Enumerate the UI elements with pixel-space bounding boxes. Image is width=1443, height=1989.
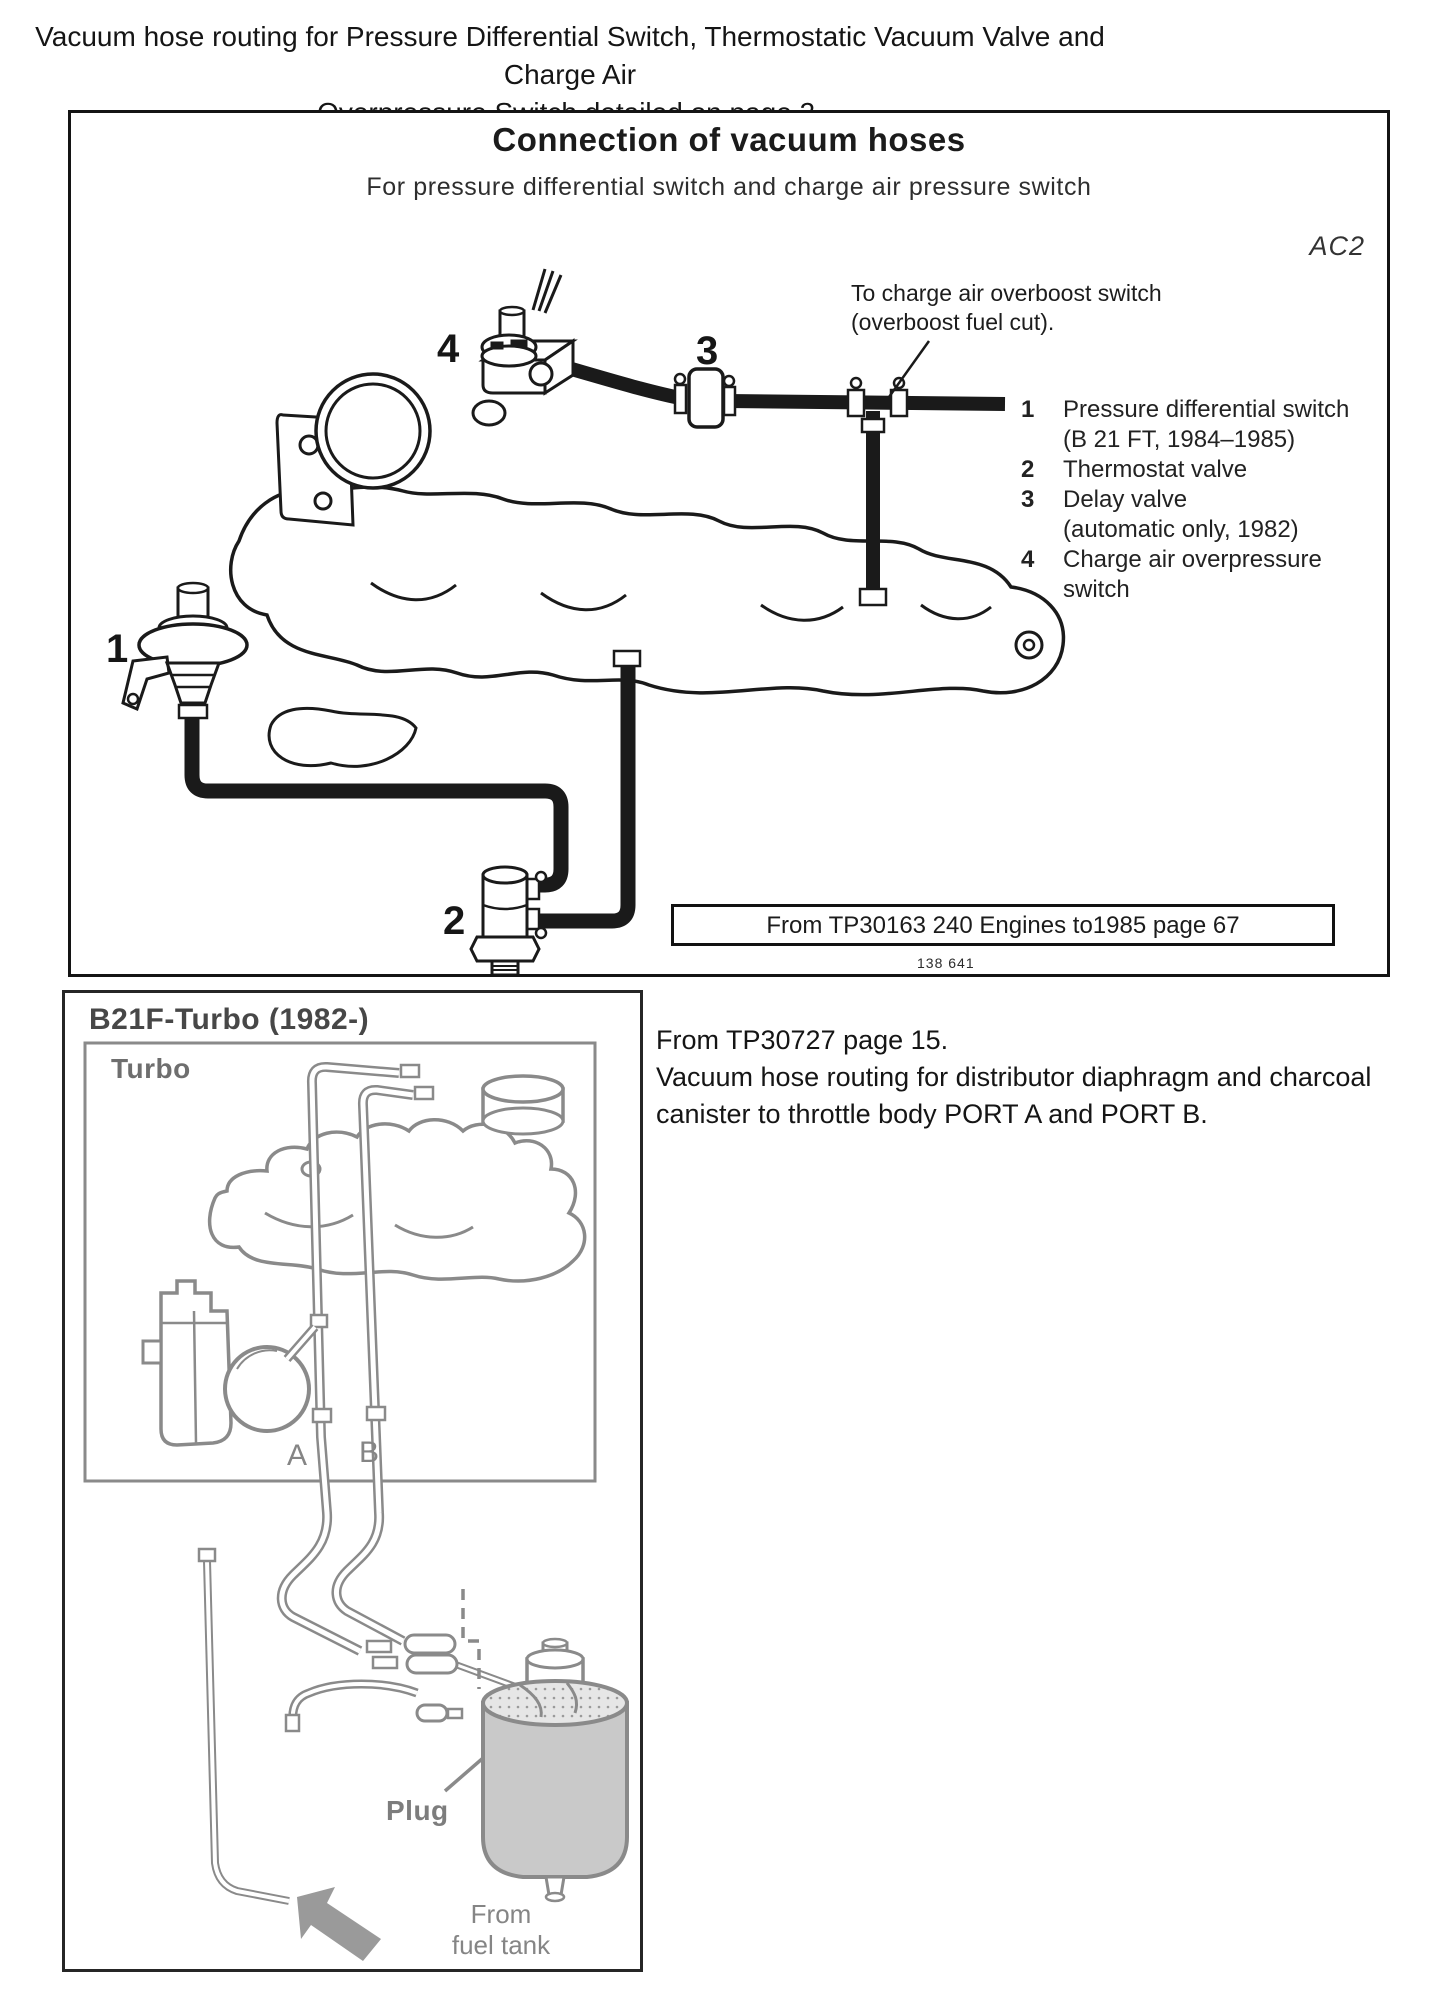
hose-switch4-to-valve3	[558, 365, 685, 399]
turbo-label: Turbo	[111, 1053, 191, 1084]
double-coupler-bottom	[407, 1655, 457, 1673]
legend-text: (automatic only, 1982)	[1063, 516, 1299, 543]
from-fuel-tank-label	[421, 1899, 581, 1961]
plug-label: Plug	[386, 1795, 449, 1826]
legend-text: Delay valve	[1063, 486, 1188, 513]
pressure-differential-switch	[123, 583, 247, 718]
legend-row	[1021, 575, 1371, 605]
overboost-annotation-line2: (overboost fuel cut).	[851, 309, 1055, 335]
legend-num	[1021, 515, 1063, 545]
side-note-line1: From TP30727 page 15.	[656, 1025, 949, 1055]
legend-num	[1021, 575, 1063, 605]
source-caption-box: From TP30163 240 Engines to1985 page 67	[671, 904, 1335, 946]
double-coupler-top	[405, 1635, 455, 1653]
legend-num: 2	[1021, 456, 1035, 483]
legend-text: (B 21 FT, 1984–1985)	[1063, 426, 1296, 453]
legend-row	[1021, 425, 1371, 455]
legend-num: 3	[1021, 486, 1035, 513]
legend-text: Pressure differential switch	[1063, 396, 1350, 423]
overpressure-switch	[482, 269, 573, 393]
vent-hose-connector	[286, 1715, 299, 1731]
tee-down-connector	[862, 419, 884, 432]
tee-clamp-left	[848, 390, 864, 416]
figure-number: 138 641	[917, 955, 975, 971]
plug-fitting	[417, 1705, 447, 1721]
port-a-label: A	[287, 1439, 308, 1472]
legend-row	[1021, 395, 1371, 425]
overboost-annotation	[851, 279, 1162, 337]
distributor-art	[143, 1281, 309, 1445]
top-diagram-title: Connection of vacuum hoses	[492, 121, 966, 158]
charcoal-canister	[483, 1639, 627, 1901]
barb-connector-b	[373, 1657, 397, 1668]
annotation-leader-line	[889, 341, 929, 397]
legend-text: switch	[1063, 576, 1130, 603]
fuel-tank-arrow	[297, 1887, 381, 1961]
vent-hose	[293, 1684, 417, 1721]
side-note-line2: Vacuum hose routing for distributor diaphragm and charcoal	[656, 1062, 1372, 1092]
legend-text: Thermostat valve	[1063, 456, 1248, 483]
thermostat-valve	[471, 867, 546, 974]
hose-valve3-right	[727, 401, 1005, 404]
bottom-diagram-art	[65, 993, 640, 1969]
legend-row	[1021, 515, 1371, 545]
barb-connector-a	[367, 1641, 391, 1652]
delay-valve	[675, 369, 735, 427]
vacuum-capsule	[225, 1347, 309, 1431]
top-diagram-subtitle: For pressure differential switch and charge air pressure switch	[366, 173, 1092, 201]
manifold-tee-connector	[860, 589, 886, 605]
hose-a-connector	[313, 1409, 331, 1422]
corner-label-ac2: AC2	[1309, 231, 1365, 261]
fuel-tank-hose	[207, 1561, 289, 1901]
callout-2: 2	[443, 899, 466, 943]
legend-row	[1021, 455, 1371, 485]
legend-num: 4	[1021, 546, 1035, 573]
fuel-hose-connector	[199, 1549, 215, 1561]
callout-3: 3	[696, 329, 719, 373]
side-note-line3: canister to throttle body PORT A and PORT B.	[656, 1099, 1208, 1129]
from-fuel-tank-line1: From	[470, 1899, 532, 1929]
side-note	[656, 1022, 1436, 1133]
callout-4: 4	[437, 327, 460, 371]
y-connector	[311, 1315, 327, 1327]
legend-num: 1	[1021, 396, 1035, 423]
bottom-diagram-box	[62, 990, 643, 1972]
callout-1: 1	[106, 627, 129, 671]
manifold-port-connector	[614, 651, 640, 666]
capsule-hose	[287, 1327, 315, 1359]
legend-row	[1021, 545, 1371, 575]
overboost-annotation-line1: To charge air overboost switch	[851, 280, 1162, 306]
bottom-diagram-header: B21F-Turbo (1982-)	[89, 1003, 370, 1036]
legend-text: Charge air overpressure	[1063, 546, 1322, 573]
legend	[1021, 395, 1371, 605]
intake-manifold-art	[231, 487, 1064, 766]
port-b-label: B	[359, 1436, 380, 1469]
page-title-line1: Vacuum hose routing for Pressure Differential Switch, Thermostatic Vacuum Valve and Charge Air	[35, 21, 1105, 90]
legend-row	[1021, 485, 1371, 515]
from-fuel-tank-line2: fuel tank	[451, 1930, 551, 1960]
hose-b-connector	[367, 1407, 385, 1420]
legend-num	[1021, 425, 1063, 455]
top-diagram-box	[68, 110, 1390, 977]
tee-clamp-right	[891, 390, 907, 416]
